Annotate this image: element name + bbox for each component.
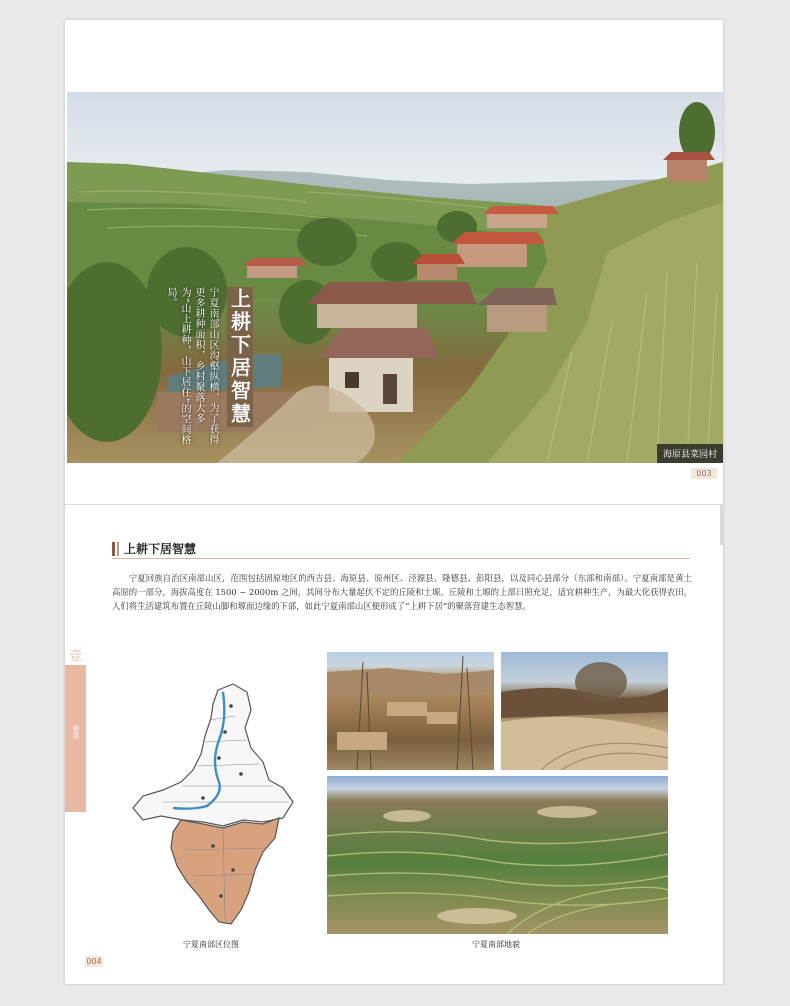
section-heading <box>112 541 690 559</box>
section-title: 上耕下居智慧 <box>124 542 197 556</box>
landscape-photo-ridge <box>501 652 668 770</box>
ningxia-location-map <box>123 670 313 952</box>
hero-photo-caption: 海原县菜园村 <box>657 444 723 463</box>
heading-bar-dark <box>112 542 115 556</box>
chapter-number: 壹 <box>68 649 82 664</box>
chapter-tab-label: 聚落 <box>72 725 80 739</box>
page-divider <box>65 504 723 505</box>
hero-vertical-paragraph: 宁夏南部山区沟壑纵横，为了获得更多耕种面积，乡村聚落大多为“山上耕种，山下居住”的空间格局。 <box>165 287 218 446</box>
village-photo-illustration <box>327 652 494 770</box>
heading-bar-light <box>117 542 119 556</box>
ridge-photo-illustration <box>501 652 668 770</box>
map-caption: 宁夏南部区位图 <box>183 940 239 949</box>
page-edge-shadow <box>720 505 723 545</box>
hero-vertical-title: 上耕下居智慧 <box>227 288 252 426</box>
hero-photo <box>67 92 723 463</box>
ningxia-map-graphic <box>123 670 313 952</box>
terraces-photo-illustration <box>327 776 668 934</box>
photos-caption: 宁夏南部地貌 <box>472 940 520 949</box>
book-spread <box>65 20 723 984</box>
landscape-photo-village <box>327 652 494 770</box>
page-number-bottom: 004 <box>86 957 102 966</box>
section-body-text: 宁夏回族自治区南部山区，范围包括固原地区的西吉县、海原县、原州区、泾源县、隆德县、彭阳县，以及同心县部分（东部和南部）。宁夏南部是黄土高原的一部分，海拔高度在 1500 ~ 2000m 之间，其间分布大量起伏不定的丘陵和土塬。丘陵和土塬的上部日照充足，适宜耕种生产，为最大化获得农田，人们将生活建筑布置在丘陵山脚和塬面边缘的下部，如此宁夏南部山区便形成了“上耕下居”的聚落营建生态智慧。 <box>112 573 692 611</box>
page-number-top: 003 <box>691 468 717 479</box>
landscape-photo-terraces <box>327 776 668 934</box>
